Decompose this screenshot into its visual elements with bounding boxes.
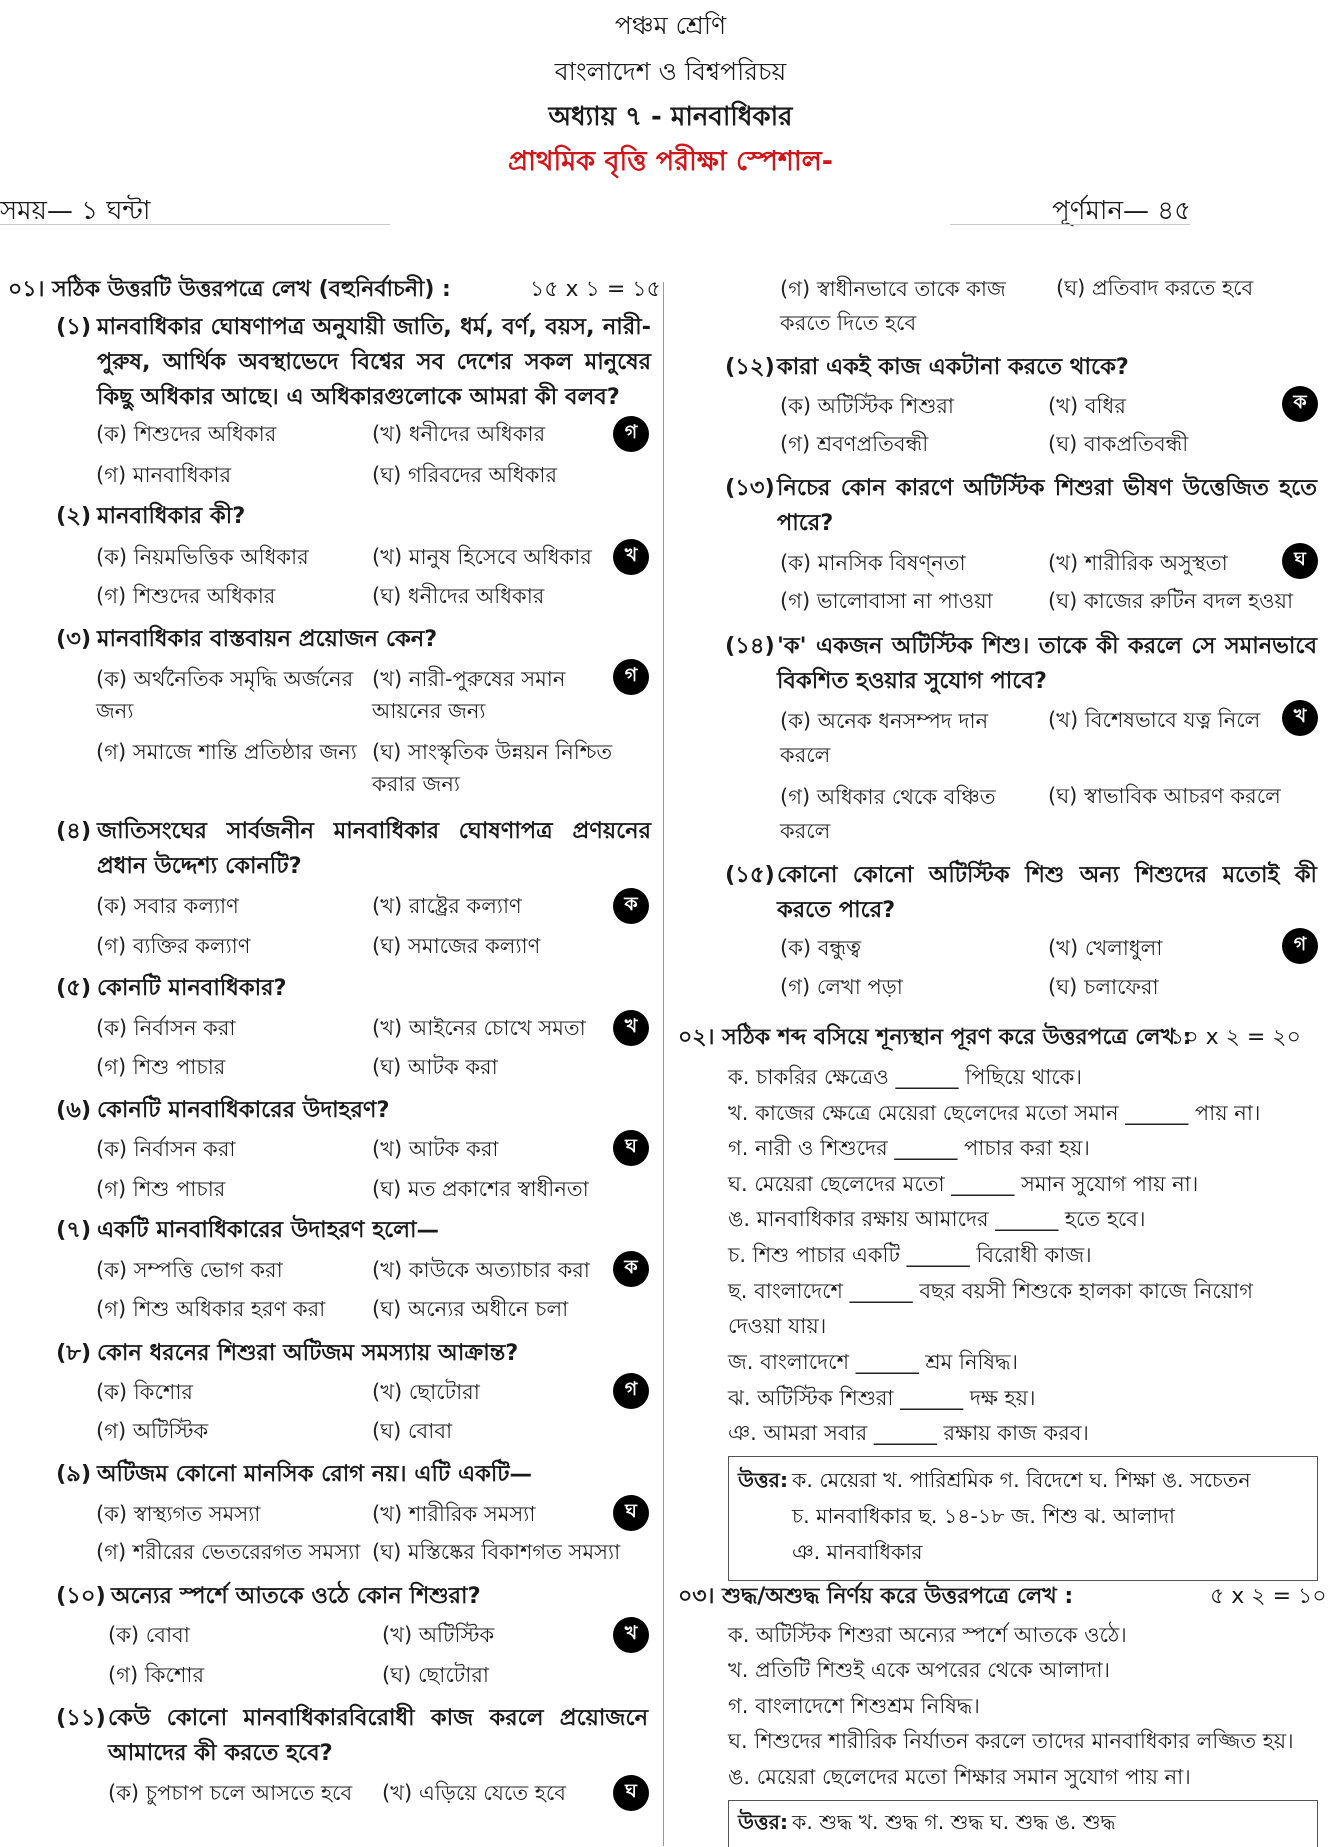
- question-text: মানবাধিকার ঘোষণাপত্র অনুযায়ী জাতি, ধর্ম, বর্ণ, বয়স, নারী-পুরুষ, আর্থিক অবস্থাভেদে বিশ্বের সব দেশের সকল মানুষের কিছু অধিকার আছে। এ অধিকারগুলোকে আমরা কী বলব?: [97, 314, 651, 410]
- answer-label: উত্তর:: [738, 1468, 789, 1492]
- option-b: (খ) বিশেষভাবে যত্ন নিলে: [1048, 708, 1261, 732]
- fill-blank-item: ঞ. আমরা সবার ______ রক্ষায় কাজ করব।: [728, 1421, 1089, 1445]
- option-c: (গ) শরীরের ভেতরেরগত সমস্যা: [96, 1540, 361, 1564]
- fill-blank-item: ছ. বাংলাদেশে ______ বছর বয়সী শিশুকে হালকা কাজে নিয়োগ: [728, 1279, 1254, 1303]
- question-text: কোনো কোনো অটিস্টিক শিশু অন্য শিশুদের মতোই কী করতে পারে?: [777, 862, 1317, 923]
- option-a: (ক) শিশুদের অধিকার: [96, 422, 277, 446]
- option-d: (ঘ) বাকপ্রতিবন্ধী: [1048, 432, 1189, 456]
- question-number: (৯): [56, 1461, 92, 1487]
- option-a: (ক) অনেক ধনসম্পদ দান করলে: [780, 709, 989, 767]
- option-c: (গ) লেখা পড়া: [780, 975, 903, 999]
- question-number: (৭): [56, 1217, 92, 1243]
- option-d: (ঘ) কাজের রুটিন বদল হওয়া: [1048, 589, 1294, 613]
- section1-score: ১৫ x ১ = ১৫: [530, 277, 661, 302]
- option-b: (খ) খেলাধুলা: [1048, 936, 1163, 960]
- option-d: (ঘ) ধনীদের অধিকার: [372, 584, 545, 608]
- question-number: (১৪): [725, 633, 775, 659]
- option-c: (গ) শিশুদের অধিকার: [96, 584, 276, 608]
- option-a: (ক) কিশোর: [96, 1380, 193, 1404]
- answer-badge: ক: [1282, 386, 1318, 422]
- option-c: (গ) ব্যক্তির কল্যাণ: [96, 934, 251, 958]
- option-d: (ঘ) বোবা: [372, 1419, 453, 1443]
- option-b: (খ) রাষ্ট্রের কল্যাণ: [372, 894, 522, 918]
- option-d: (ঘ) চলাফেরা: [1048, 975, 1159, 999]
- answer-badge: খ: [613, 1010, 649, 1046]
- question-number: (১১): [56, 1705, 106, 1731]
- option-b: (খ) বধির: [1048, 394, 1126, 418]
- question-number: (৬): [56, 1097, 92, 1123]
- option-c: (গ) শিশু অধিকার হরণ করা: [96, 1297, 326, 1321]
- option-b: (খ) ছোটোরা: [372, 1380, 480, 1404]
- true-false-item: ক. অটিস্টিক শিশুরা অন্যের স্পর্শে আতকে ওঠে।: [728, 1623, 1127, 1647]
- question-number: (১৩): [725, 475, 775, 501]
- option-b: (খ) শারীরিক অসুস্থতা: [1048, 551, 1228, 575]
- option-a: (ক) বন্ধুত্ব: [780, 936, 862, 960]
- question-text: কোন ধরনের শিশুরা অটিজম সমস্যায় আক্রান্ত?: [97, 1340, 519, 1366]
- option-a: (ক) অর্থনৈতিক সমৃদ্ধি অর্জনের জন্য: [96, 667, 354, 723]
- option-a: (ক) মানসিক বিষণ্নতা: [780, 551, 966, 575]
- fill-blank-item: দেওয়া যায়।: [728, 1314, 827, 1338]
- question-text: 'ক' একজন অটিস্টিক শিশু। তাকে কী করলে সে সমানভাবে বিকশিত হওয়ার সুযোগ পাবে?: [777, 633, 1317, 694]
- question-number: (৪): [56, 818, 92, 844]
- true-false-item: ঙ. মেয়েরা ছেলেদের মতো শিক্ষার সমান সুযোগ পায় না।: [728, 1765, 1191, 1789]
- option-a: (ক) বোবা: [108, 1623, 190, 1647]
- section3-score: ৫ x ২ = ১০: [1210, 1584, 1327, 1609]
- answer-badge: গ: [613, 416, 649, 452]
- fill-blank-item: জ. বাংলাদেশে ______ শ্রম নিষিদ্ধ।: [728, 1350, 1019, 1374]
- special-title: প্রাথমিক বৃত্তি পরীক্ষা স্পেশাল-: [508, 146, 833, 177]
- section2-score: ১০ x ২ = ২০: [1170, 1025, 1301, 1050]
- option-d: (ঘ) আটক করা: [372, 1055, 498, 1079]
- option-a: (ক) সবার কল্যাণ: [96, 894, 239, 918]
- question-text: কেউ কোনো মানবাধিকারবিরোধী কাজ করলে প্রয়োজনে আমাদের কী করতে হবে?: [108, 1705, 648, 1766]
- question-text: মানবাধিকার কী?: [97, 503, 246, 529]
- option-d: (ঘ) প্রতিবাদ করতে হবে: [1056, 276, 1254, 300]
- section1-heading: ০১। সঠিক উত্তরটি উত্তরপত্রে লেখ (বহুনির্বাচনী) :: [8, 277, 451, 302]
- answer-badge: গ: [613, 1373, 649, 1409]
- question-text: অটিজম কোনো মানসিক রোগ নয়। এটি একটি—: [97, 1461, 533, 1487]
- chapter-title: অধ্যায় ৭ - মানবাধিকার: [548, 102, 793, 132]
- option-d: (ঘ) গরিবদের অধিকার: [372, 463, 558, 487]
- section3-heading: ০৩। শুদ্ধ/অশুদ্ধ নির্ণয় করে উত্তরপত্রে লেখ :: [678, 1584, 1074, 1609]
- fill-blank-item: চ. শিশু পাচার একটি ______ বিরোধী কাজ।: [728, 1243, 1092, 1267]
- answer-line: ক. মেয়েরা খ. পারিশ্রমিক গ. বিদেশে ঘ. শিক্ষা ঙ. সচেতন: [792, 1468, 1251, 1492]
- fill-blank-item: খ. কাজের ক্ষেত্রে মেয়েরা ছেলেদের মতো সমান ______ পায় না।: [728, 1101, 1261, 1125]
- question-text: অন্যের স্পর্শে আতকে ওঠে কোন শিশুরা?: [111, 1583, 481, 1609]
- answer-line: ক. শুদ্ধ খ. শুদ্ধ গ. শুদ্ধ ঘ. শুদ্ধ ঙ. শুদ্ধ: [792, 1810, 1116, 1834]
- question-number: (১২): [725, 354, 775, 380]
- question-text: মানবাধিকার বাস্তবায়ন প্রয়োজন কেন?: [97, 626, 438, 652]
- option-b: (খ) মানুষ হিসেবে অধিকার: [372, 545, 592, 569]
- option-b: (খ) অটিস্টিক: [382, 1623, 495, 1647]
- answer-badge: ক: [613, 888, 649, 924]
- option-b: (খ) নারী-পুরুষের সমান আয়নের জন্য: [372, 667, 566, 723]
- fill-blank-item: ঝ. অটিস্টিক শিশুরা ______ দক্ষ হয়।: [728, 1386, 1036, 1410]
- answer-badge: ক: [613, 1251, 649, 1287]
- answer-label: উত্তর:: [738, 1810, 789, 1834]
- fill-blank-item: ঙ. মানবাধিকার রক্ষায় আমাদের ______ হতে হবে।: [728, 1207, 1146, 1231]
- option-d: (ঘ) ছোটোরা: [382, 1663, 489, 1687]
- option-b: (খ) আটক করা: [372, 1137, 499, 1161]
- option-c: (গ) অধিকার থেকে বঞ্চিত করলে: [780, 785, 996, 843]
- option-a: (ক) নিয়মভিত্তিক অধিকার: [96, 545, 309, 569]
- subject-title: বাংলাদেশ ও বিশ্বপরিচয়: [554, 57, 787, 86]
- option-d: (ঘ) সমাজের কল্যাণ: [372, 934, 541, 958]
- answer-badge: খ: [1282, 700, 1318, 736]
- question-number: (৩): [56, 626, 92, 652]
- option-c: (গ) অটিস্টিক: [96, 1419, 209, 1443]
- question-text: কারা একই কাজ একটানা করতে থাকে?: [777, 354, 1129, 380]
- option-d: (ঘ) অন্যের অধীনে চলা: [372, 1297, 569, 1321]
- option-d: (ঘ) মস্তিষ্কের বিকাশগত সমস্যা: [372, 1540, 621, 1564]
- option-b: (খ) শারীরিক সমস্যা: [372, 1502, 536, 1526]
- option-c: (গ) শ্রবণপ্রতিবন্ধী: [780, 432, 929, 456]
- answer-badge: খ: [613, 1617, 649, 1653]
- answer-badge: গ: [1282, 928, 1318, 964]
- option-a: (ক) নির্বাসন করা: [96, 1137, 236, 1161]
- option-a: (ক) স্বাস্থ্যগত সমস্যা: [96, 1502, 261, 1526]
- true-false-item: ঘ. শিশুদের শারীরিক নির্যাতন করলে তাদের মানবাধিকার লজ্জিত হয়।: [728, 1729, 1294, 1753]
- question-text: একটি মানবাধিকারের উদাহরণ হলো—: [97, 1217, 439, 1243]
- answer-line: চ. মানবাধিকার ছ. ১৪-১৮ জ. শিশু ঝ. আলাদা: [792, 1504, 1175, 1528]
- option-c: (গ) কিশোর: [108, 1663, 205, 1687]
- class-title: পঞ্চম শ্রেণি: [614, 11, 727, 40]
- question-number: (৮): [56, 1340, 92, 1366]
- divider-right: [950, 224, 1190, 225]
- answer-badge: ঘ: [1282, 543, 1318, 579]
- option-b: (খ) ধনীদের অধিকার: [372, 422, 546, 446]
- option-a: (ক) চুপচাপ চলে আসতে হবে: [108, 1781, 353, 1805]
- option-a: (ক) সম্পত্তি ভোগ করা: [96, 1258, 283, 1282]
- divider-left: [0, 224, 390, 225]
- option-c: (গ) সমাজে শান্তি প্রতিষ্ঠার জন্য: [96, 740, 357, 764]
- option-c: (গ) মানবাধিকার: [96, 463, 231, 487]
- answer-badge: গ: [613, 659, 649, 695]
- question-text: নিচের কোন কারণে অটিস্টিক শিশুরা ভীষণ উত্তেজিত হতে পারে?: [777, 475, 1317, 536]
- question-number: (৫): [56, 975, 92, 1001]
- question-number: (১৫): [725, 862, 775, 888]
- option-c: (গ) স্বাধীনভাবে তাকে কাজ করতে দিতে হবে: [780, 277, 1006, 335]
- option-a: (ক) অটিস্টিক শিশুরা: [780, 394, 954, 418]
- option-c: (গ) শিশু পাচার: [96, 1177, 226, 1201]
- question-text: কোনটি মানবাধিকার?: [97, 975, 287, 1001]
- option-d: (ঘ) মত প্রকাশের স্বাধীনতা: [372, 1177, 589, 1201]
- option-b: (খ) কাউকে অত্যাচার করা: [372, 1258, 590, 1282]
- full-marks: পূর্ণমান— ৪৫: [1052, 196, 1191, 226]
- exam-time: সময়— ১ ঘন্টা: [0, 196, 151, 226]
- fill-blank-item: ঘ. মেয়েরা ছেলেদের মতো ______ সমান সুযোগ পায় না।: [728, 1172, 1199, 1196]
- answer-badge: ঘ: [613, 1495, 649, 1531]
- option-d: (ঘ) স্বাভাবিক আচরণ করলে: [1048, 784, 1281, 808]
- answer-badge: ঘ: [613, 1775, 649, 1811]
- question-number: (১): [56, 314, 92, 340]
- option-a: (ক) নির্বাসন করা: [96, 1016, 236, 1040]
- column-divider: [663, 282, 664, 1846]
- option-c: (গ) শিশু পাচার: [96, 1055, 226, 1079]
- true-false-item: গ. বাংলাদেশে শিশুশ্রম নিষিদ্ধ।: [728, 1694, 980, 1718]
- answer-badge: ঘ: [613, 1130, 649, 1166]
- question-number: (২): [56, 503, 92, 529]
- fill-blank-item: গ. নারী ও শিশুদের ______ পাচার করা হয়।: [728, 1136, 1090, 1160]
- option-b: (খ) আইনের চোখে সমতা: [372, 1016, 586, 1040]
- fill-blank-item: ক. চাকরির ক্ষেত্রেও ______ পিছিয়ে থাকে।: [728, 1065, 1082, 1089]
- answer-badge: খ: [613, 539, 649, 575]
- question-text: কোনটি মানবাধিকারের উদাহরণ?: [97, 1097, 390, 1123]
- option-c: (গ) ভালোবাসা না পাওয়া: [780, 589, 993, 613]
- answer-line: ঞ. মানবাধিকার: [792, 1540, 923, 1564]
- question-number: (১০): [56, 1583, 106, 1609]
- option-b: (খ) এড়িয়ে যেতে হবে: [382, 1781, 566, 1805]
- option-d: (ঘ) সাংস্কৃতিক উন্নয়ন নিশ্চিত করার জন্য: [372, 740, 613, 796]
- question-text: জাতিসংঘের সার্বজনীন মানবাধিকার ঘোষণাপত্র প্রণয়নের প্রধান উদ্দেশ্য কোনটি?: [97, 818, 651, 879]
- true-false-item: খ. প্রতিটি শিশুই একে অপরের থেকে আলাদা।: [728, 1658, 1111, 1682]
- section2-heading: ০২। সঠিক শব্দ বসিয়ে শূন্যস্থান পূরণ করে উত্তরপত্রে লেখ :: [678, 1025, 1192, 1050]
